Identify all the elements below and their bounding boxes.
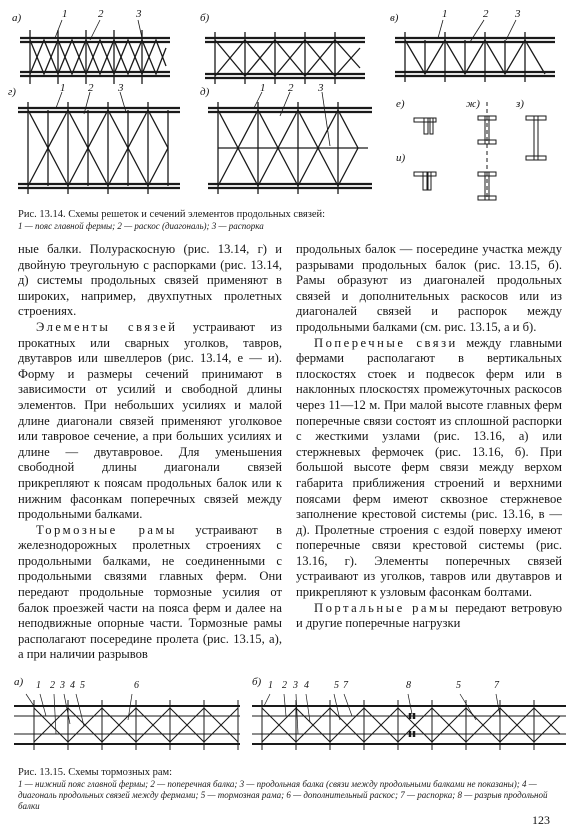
label-num: 1 <box>62 8 68 20</box>
section-letter-z: з) <box>516 98 524 110</box>
label-num: 4 <box>70 680 75 691</box>
label-num: 2 <box>88 82 94 94</box>
section-letter-i: и) <box>396 152 406 164</box>
paragraph-body: передают ветровую и другие поперечные нагрузки <box>296 600 562 631</box>
page-number: 123 <box>532 813 550 827</box>
term: Поперечные связи <box>314 335 458 350</box>
panel-letter-a: а) <box>14 676 24 688</box>
label-num: 2 <box>288 82 294 94</box>
label-num: 3 <box>318 82 324 94</box>
section-letter-e: е) <box>396 98 405 110</box>
label-num: 1 <box>268 680 273 691</box>
panel-letter-b: б) <box>200 12 210 24</box>
figure-caption <box>18 766 563 812</box>
label-num: 2 <box>98 8 104 20</box>
term: Тормозные рамы <box>36 522 177 537</box>
label-num: 3 <box>118 82 124 94</box>
section-letter-zh: ж) <box>466 98 480 110</box>
caption-title: Рис. 13.14. Схемы решеток и сечений элементов продольных связей: <box>18 209 326 220</box>
paragraph: ные балки. Полураскосную (рис. 13.14, г) и двойную треугольную с распорками (рис. 13.14, д) системы продольных связей применяют в широких, например, двухпутных пролетных строениях. <box>18 242 282 319</box>
paragraph-body: между главными фермами располагают в вертикальных плоскостях стоек и подвесок ферм или в наклонных плоскостях промежуточных раскосов через 11—12 м. При малой высоте главных ферм поперечные связи состоят из сплошной распорки с жесткими узлами (рис. 13.16, а) или стержневых фермочек (рис. 13.16, б). При большой высоте ферм связи между верхом габарита приближения строений и верхними поясами ферм имеют сквозное стержневое заполнение крестовой системы (рис. 13.16, в — д). Пролетные строения с ездой поверху имеют поперечные связи крестовой системы (рис. 13.16, г). Элементы поперечных связей устраивают из уголков, тавров или двутавров и прикрепляют к узловым фасонкам болтами. <box>296 335 562 600</box>
paragraph-body: устраивают в железнодорожных пролетных строениях с продольными балками, не соединенными с продольными связями главных ферм. Они передают продольные тормозные усилия от балок проезжей части на пояса ферм и далее на неподвижные опорные части. Тормозные рамы располагают посередине пролета (рис. 13.15, а), а при наличии разрывов <box>18 522 282 662</box>
label-num: 8 <box>406 680 411 691</box>
label-num: 3 <box>136 8 142 20</box>
label-num: 2 <box>50 680 55 691</box>
label-num: 3 <box>515 8 521 20</box>
caption-legend: 1 — нижний пояс главной фермы; 2 — поперечная балка; 3 — продольная балка (связи между продольными балками не показаны); 4 — диагональ продольных связей между фермами; 5 — тормозная рама; 6 — дополнительный раскос; 7 — распорка; 8 — разрыв продольной балки <box>18 779 548 811</box>
label-num: 1 <box>36 680 41 691</box>
term: Портальные рамы <box>314 600 451 615</box>
label-num: 3 <box>60 680 65 691</box>
label-num: 5 <box>334 680 339 691</box>
panel-letter-d: д) <box>200 86 210 98</box>
label-num: 2 <box>282 680 287 691</box>
label-num: 1 <box>260 82 266 94</box>
label-num: 2 <box>483 8 489 20</box>
paragraph: продольных балок — посередине участка между разрывами продольных балок (рис. 13.15, б). Рамы образуют из диагоналей продольных связей и дополнительных раскосов или из диагоналей связей и распорок между продольными балками (см. рис. 13.15, а и б). <box>296 242 562 334</box>
paragraph-body: устраивают из прокатных или сварных уголков, тавров, двутавров или швеллеров (рис. 13.14, е — и). Форму и размеры сечений принимают в зависимости от усилий и свободной длины элементов. При небольших усилиях и малой длине диагонали связей применяют уголковое или тавровое сечение, а при больших усилиях и длине — двутавровое. Для уменьшения свободной длины диагонали связей прикрепляют к поясам продольных балок или к нижним фасонкам поперечных связей между продольными балками. <box>18 319 282 522</box>
label-num: 7 <box>343 680 348 691</box>
panel-letter-a: а) <box>12 12 22 24</box>
label-num: 4 <box>304 680 309 691</box>
panel-letter-g: г) <box>8 86 16 98</box>
label-num: 7 <box>494 680 499 691</box>
label-num: 5 <box>80 680 85 691</box>
label-num: 5 <box>456 680 461 691</box>
caption-legend: 1 — пояс главной фермы; 2 — раскос (диагональ); 3 — распорка <box>18 221 264 231</box>
caption-title: Рис. 13.15. Схемы тормозных рам: <box>18 767 173 778</box>
label-num: 3 <box>293 680 298 691</box>
panel-letter-b: б) <box>252 676 262 688</box>
label-num: 1 <box>60 82 66 94</box>
term: Элементы связей <box>36 319 178 334</box>
label-num: 6 <box>134 680 139 691</box>
panel-letter-v: в) <box>390 12 399 24</box>
label-num: 1 <box>442 8 448 20</box>
